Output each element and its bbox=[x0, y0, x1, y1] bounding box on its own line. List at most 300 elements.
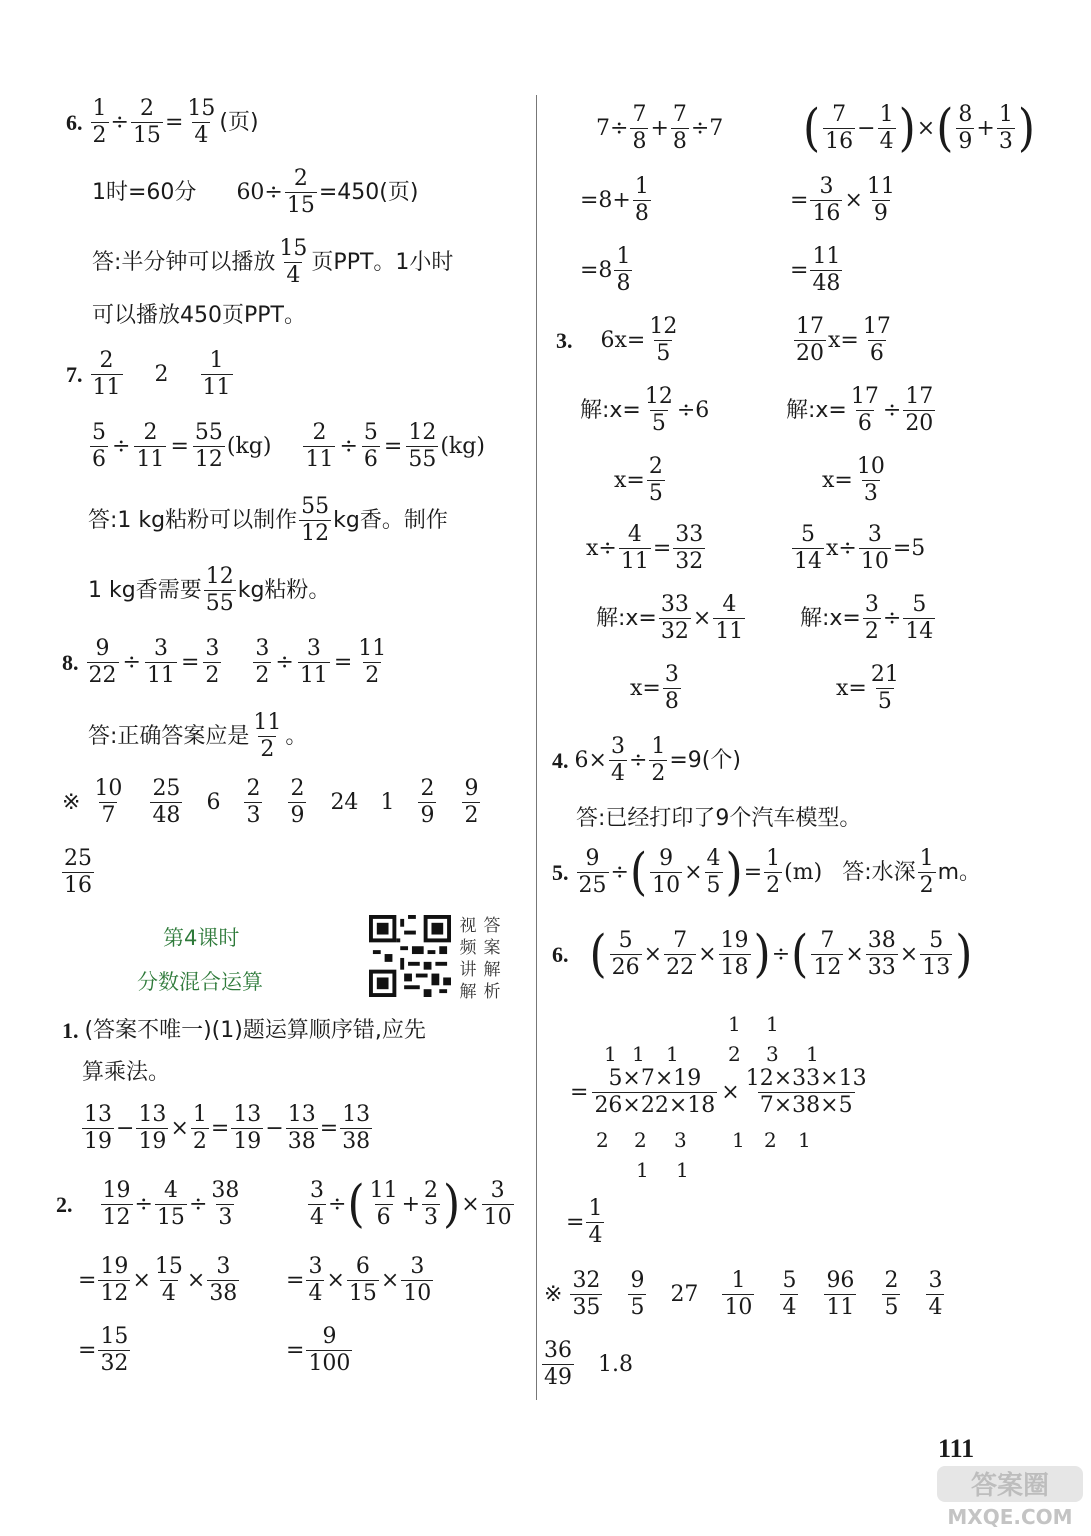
fraction-denominator: 32 bbox=[100, 1351, 129, 1376]
parenthesis: ) bbox=[725, 842, 743, 902]
fraction-numerator: 12×33×13 bbox=[745, 1066, 867, 1091]
fraction bbox=[628, 1270, 646, 1319]
fraction-denominator: 9 bbox=[958, 129, 973, 154]
fraction-numerator: 17 bbox=[862, 314, 891, 339]
fraction-denominator: 32 bbox=[675, 549, 704, 574]
text: = bbox=[210, 1115, 230, 1141]
right-q3-c3 bbox=[630, 664, 683, 713]
right-q3-a1 bbox=[556, 316, 681, 365]
fraction-numerator: 25 bbox=[152, 776, 181, 801]
fraction-numerator: 1 bbox=[192, 1102, 207, 1127]
fraction-denominator: 7 bbox=[101, 803, 116, 828]
fraction bbox=[288, 778, 306, 827]
text: 解:x= bbox=[596, 605, 657, 631]
text: 6 bbox=[206, 789, 221, 815]
fraction-denominator: 48 bbox=[812, 271, 841, 296]
fraction-numerator: 17 bbox=[850, 384, 879, 409]
fraction-denominator: 15 bbox=[286, 193, 315, 218]
fraction-denominator: 2 bbox=[464, 803, 479, 828]
fraction-numerator: 3 bbox=[153, 636, 168, 661]
fraction-denominator: 8 bbox=[664, 689, 679, 714]
fraction-denominator: 49 bbox=[544, 1365, 572, 1390]
fraction-denominator: 9 bbox=[420, 803, 435, 828]
fraction-denominator: 2 bbox=[651, 761, 666, 786]
text: = bbox=[790, 257, 809, 283]
fraction-denominator: 5 bbox=[630, 1295, 645, 1320]
question-number: 2. bbox=[56, 1191, 73, 1217]
operator: ÷ bbox=[275, 649, 294, 675]
right-q3-b3 bbox=[822, 456, 889, 505]
fraction-numerator: 13 bbox=[138, 1102, 167, 1127]
qr-code-icon[interactable] bbox=[369, 915, 451, 997]
fraction bbox=[356, 638, 388, 687]
text: 算乘法。 bbox=[82, 1060, 171, 1085]
fraction bbox=[849, 386, 881, 435]
fraction-denominator: 18 bbox=[720, 955, 749, 980]
fraction-numerator: 3 bbox=[306, 636, 321, 661]
right-q3-a2 bbox=[580, 386, 709, 435]
fraction bbox=[673, 524, 705, 573]
fraction-denominator: 12 bbox=[102, 1205, 131, 1230]
question-number: 5. bbox=[552, 859, 569, 885]
text: − bbox=[116, 1115, 135, 1141]
fraction-numerator: 7 bbox=[672, 102, 687, 127]
text: ÷ bbox=[134, 1191, 153, 1217]
fraction-numerator: 3 bbox=[490, 1178, 505, 1203]
text: ÷ bbox=[882, 397, 902, 423]
operator: ÷ bbox=[112, 433, 131, 459]
cancel-top: 1 bbox=[766, 1012, 779, 1036]
fraction bbox=[244, 778, 262, 827]
fraction-denominator: 13 bbox=[922, 955, 951, 980]
fraction bbox=[277, 238, 309, 287]
fraction bbox=[633, 176, 651, 225]
fraction bbox=[614, 246, 632, 295]
fraction bbox=[792, 524, 824, 573]
parenthesis: ( bbox=[936, 98, 954, 158]
fraction-denominator: 3 bbox=[218, 1205, 233, 1230]
fraction-numerator: 12 bbox=[649, 314, 678, 339]
fraction bbox=[150, 778, 182, 827]
fraction bbox=[482, 1180, 514, 1229]
fraction-numerator: 3 bbox=[410, 1254, 425, 1279]
fraction bbox=[98, 1326, 130, 1375]
fraction-numerator: 1 bbox=[92, 96, 107, 121]
left-s1-calc bbox=[80, 1104, 374, 1153]
fraction-denominator: 9 bbox=[873, 201, 888, 226]
cancel-mid: 1 bbox=[806, 1042, 819, 1066]
fraction-denominator: 4 bbox=[161, 1281, 176, 1306]
fraction-numerator: 3 bbox=[308, 1254, 323, 1279]
fraction-denominator: 10 bbox=[860, 549, 889, 574]
fraction bbox=[810, 176, 842, 225]
fraction-numerator: 2 bbox=[143, 420, 158, 445]
right-q3-b1 bbox=[792, 316, 895, 365]
fraction-numerator: 15 bbox=[279, 236, 308, 261]
fraction-numerator: 5 bbox=[912, 592, 927, 617]
fraction-denominator: 16 bbox=[64, 873, 92, 898]
text: = bbox=[790, 187, 809, 213]
text: ÷6 bbox=[676, 397, 710, 423]
text: x= bbox=[836, 675, 867, 701]
cancel-bot: 2 bbox=[596, 1128, 609, 1152]
fraction bbox=[303, 422, 335, 471]
cancel-bot: 2 bbox=[764, 1128, 777, 1152]
fraction-numerator: 1 bbox=[879, 102, 894, 127]
video-label-char: 解 bbox=[459, 982, 477, 1002]
text: 60÷ bbox=[236, 179, 283, 205]
fraction bbox=[997, 104, 1015, 153]
fraction-denominator: 11 bbox=[136, 447, 165, 472]
operator: = bbox=[180, 649, 200, 675]
fraction bbox=[418, 778, 436, 827]
fraction-denominator: 22 bbox=[666, 955, 695, 980]
fraction bbox=[153, 1256, 185, 1305]
fraction-denominator: 11 bbox=[826, 1295, 855, 1320]
fraction bbox=[298, 638, 330, 687]
fraction-numerator: 55 bbox=[194, 420, 223, 445]
fraction-numerator: 38 bbox=[211, 1178, 240, 1203]
page-number: 111 bbox=[938, 1434, 975, 1463]
text: × bbox=[380, 1267, 400, 1293]
right-top-l1 bbox=[596, 104, 723, 153]
left-s2-l1 bbox=[56, 1180, 243, 1229]
fraction-numerator: 7 bbox=[832, 102, 847, 127]
fraction bbox=[659, 594, 691, 643]
fraction-denominator: 6 bbox=[869, 341, 884, 366]
fraction-denominator: 6 bbox=[376, 1205, 391, 1230]
fraction-numerator: 10 bbox=[856, 454, 885, 479]
parenthesis: ) bbox=[1017, 98, 1035, 158]
text: x÷ bbox=[826, 535, 857, 561]
section-subtitle: 分数混合运算 bbox=[137, 970, 263, 994]
fraction-numerator: 1 bbox=[588, 1196, 603, 1221]
fraction-denominator: 25 bbox=[578, 873, 607, 898]
parenthesis: ( bbox=[803, 98, 821, 158]
left-q7-answer1 bbox=[88, 496, 448, 545]
text: ÷7 bbox=[690, 115, 724, 141]
text: 答:水深 bbox=[842, 859, 916, 885]
parenthesis: ( bbox=[347, 1174, 365, 1234]
svg-text:MXQE.COM: MXQE.COM bbox=[947, 1505, 1073, 1529]
text: (kg) bbox=[440, 433, 485, 459]
fraction-denominator: 11 bbox=[620, 549, 649, 574]
fraction-denominator: 2 bbox=[766, 873, 781, 898]
parenthesis: ) bbox=[443, 1174, 461, 1234]
fraction-denominator: 33 bbox=[867, 955, 896, 980]
text: x= bbox=[822, 467, 853, 493]
fraction-numerator: 3 bbox=[216, 1254, 231, 1279]
question-number: 1. bbox=[62, 1018, 79, 1043]
cancel-mid: 1 bbox=[632, 1042, 645, 1066]
fraction-denominator: 2 bbox=[864, 619, 879, 644]
left-q6-answer1 bbox=[92, 238, 453, 287]
fraction bbox=[764, 848, 782, 897]
fraction bbox=[866, 930, 898, 979]
text: + bbox=[650, 115, 669, 141]
text: 解:x= bbox=[786, 397, 847, 423]
text: 解:x= bbox=[800, 605, 861, 631]
text: ※ bbox=[544, 1281, 563, 1307]
fraction-denominator: 4 bbox=[928, 1295, 943, 1320]
fraction-denominator: 16 bbox=[812, 201, 841, 226]
watermark-logo-icon bbox=[935, 1462, 1085, 1532]
fraction-denominator: 8 bbox=[672, 129, 687, 154]
right-q5-calc bbox=[552, 842, 982, 902]
fraction bbox=[823, 104, 855, 153]
fraction-denominator: 48 bbox=[152, 803, 181, 828]
fraction-denominator: 8 bbox=[634, 201, 649, 226]
fraction bbox=[863, 594, 881, 643]
fraction bbox=[664, 930, 696, 979]
fraction-denominator: 5 bbox=[651, 411, 666, 436]
left-q7-calc bbox=[88, 422, 485, 471]
fraction bbox=[462, 778, 480, 827]
right-q3-d1 bbox=[790, 524, 925, 573]
fraction bbox=[91, 98, 109, 147]
fraction bbox=[824, 1270, 856, 1319]
fraction bbox=[878, 104, 896, 153]
fraction-denominator: 4 bbox=[308, 1281, 323, 1306]
fraction-numerator: 33 bbox=[675, 522, 704, 547]
fraction-numerator: 55 bbox=[301, 494, 330, 519]
text: + bbox=[976, 115, 995, 141]
fraction-denominator: 26 bbox=[611, 955, 640, 980]
text: x= bbox=[630, 675, 661, 701]
parenthesis: ) bbox=[753, 924, 771, 984]
text: × bbox=[692, 605, 712, 631]
right-top-l3 bbox=[580, 246, 634, 295]
fraction-denominator: 10 bbox=[652, 873, 681, 898]
fraction-denominator: 3 bbox=[998, 129, 1013, 154]
left-q6-line1 bbox=[66, 98, 259, 147]
fraction-denominator: 3 bbox=[863, 481, 878, 506]
fraction bbox=[231, 1104, 263, 1153]
fraction-numerator: 15 bbox=[187, 96, 216, 121]
fraction-denominator: 19 bbox=[233, 1129, 262, 1154]
text: =9(个) bbox=[669, 747, 741, 773]
text: 1 kg香需要 bbox=[88, 577, 202, 603]
right-q4-answer bbox=[576, 808, 861, 830]
right-q4-calc bbox=[552, 736, 741, 785]
video-label-char: 析 bbox=[483, 982, 501, 1002]
fraction-denominator: 4 bbox=[194, 123, 209, 148]
text: = bbox=[743, 859, 763, 885]
fraction-numerator: 1 bbox=[919, 846, 934, 871]
fraction-denominator: 5 bbox=[706, 873, 721, 898]
fraction bbox=[719, 930, 751, 979]
fraction-numerator: 2 bbox=[246, 776, 261, 801]
cancel-bot2: 1 bbox=[636, 1158, 649, 1182]
fraction-denominator: 12 bbox=[813, 955, 842, 980]
fraction bbox=[855, 456, 887, 505]
operator: ÷ bbox=[122, 649, 141, 675]
fraction bbox=[619, 524, 651, 573]
fraction-denominator: 55 bbox=[408, 447, 437, 472]
fraction bbox=[794, 316, 826, 365]
fraction bbox=[185, 98, 217, 147]
video-label-char: 解 bbox=[483, 960, 501, 980]
fraction bbox=[362, 422, 380, 471]
fraction-denominator: 16 bbox=[825, 129, 854, 154]
right-q3-c2 bbox=[596, 594, 747, 643]
fraction bbox=[649, 736, 667, 785]
fraction-denominator: 2 bbox=[260, 737, 275, 762]
question-number: 4. bbox=[552, 747, 569, 773]
text: 。 bbox=[285, 723, 308, 749]
fraction bbox=[650, 848, 682, 897]
fraction-denominator: 12 bbox=[301, 521, 330, 546]
video-label-char: 频 bbox=[459, 938, 477, 958]
parenthesis: ( bbox=[589, 924, 607, 984]
left-extra-last bbox=[60, 848, 96, 897]
fraction-denominator: 32 bbox=[660, 619, 689, 644]
text: m。 bbox=[937, 859, 982, 885]
text: = bbox=[319, 1115, 339, 1141]
fraction bbox=[422, 1180, 440, 1229]
fraction-numerator: 13 bbox=[233, 1102, 262, 1127]
left-s2-r1 bbox=[306, 1174, 516, 1234]
text: ※ bbox=[62, 789, 81, 815]
fraction-denominator: 4 bbox=[610, 761, 625, 786]
fraction-numerator: 2 bbox=[312, 420, 327, 445]
fraction bbox=[340, 1104, 372, 1153]
fraction-denominator: 10 bbox=[403, 1281, 432, 1306]
fraction bbox=[869, 664, 901, 713]
text: × bbox=[186, 1267, 206, 1293]
fraction bbox=[136, 1104, 168, 1153]
fraction-denominator: 4 bbox=[879, 129, 894, 154]
fraction bbox=[903, 594, 935, 643]
fraction bbox=[306, 1256, 324, 1305]
fraction bbox=[191, 1104, 209, 1153]
fraction-numerator: 3 bbox=[610, 734, 625, 759]
fraction bbox=[542, 1340, 574, 1389]
text: × bbox=[170, 1115, 189, 1141]
right-q3-d3 bbox=[836, 664, 903, 713]
video-label-char: 视 bbox=[459, 916, 477, 936]
right-q6-step: = $\frac{5\times 7\times 19}{26\times 22\times 18}$ × $\frac{12\times 33\times 13}{7\times 38\times 5}$ bbox=[570, 1066, 867, 1118]
fraction bbox=[201, 350, 233, 399]
right-extra-answers bbox=[544, 1270, 946, 1319]
fraction-denominator: 2 bbox=[205, 663, 220, 688]
fraction bbox=[705, 848, 723, 897]
fraction bbox=[722, 1270, 754, 1319]
fraction-numerator: 4 bbox=[706, 846, 721, 871]
fraction bbox=[643, 386, 675, 435]
fraction bbox=[299, 496, 331, 545]
text: × bbox=[643, 941, 663, 967]
fraction bbox=[155, 1180, 187, 1229]
left-extra-answers bbox=[62, 778, 482, 827]
fraction-denominator: 4 bbox=[588, 1223, 603, 1248]
fraction bbox=[92, 778, 124, 827]
text: 答:半分钟可以播放 bbox=[92, 249, 276, 275]
fraction-numerator: 1 bbox=[209, 348, 224, 373]
fraction-denominator: 19 bbox=[138, 1129, 167, 1154]
fraction bbox=[671, 104, 689, 153]
operator: = bbox=[333, 649, 353, 675]
fraction-numerator: 21 bbox=[870, 662, 899, 687]
fraction-denominator: 11 bbox=[305, 447, 334, 472]
text: × bbox=[844, 187, 863, 213]
fraction-numerator: 10 bbox=[94, 776, 123, 801]
fraction-numerator: 9 bbox=[95, 636, 110, 661]
fraction-numerator: 13 bbox=[287, 1102, 316, 1127]
fraction-numerator: 4 bbox=[627, 522, 642, 547]
fraction bbox=[810, 246, 842, 295]
fraction-denominator: 15 bbox=[156, 1205, 185, 1230]
fraction-denominator: 10 bbox=[483, 1205, 512, 1230]
right-q3-b2 bbox=[786, 386, 937, 435]
text: (页) bbox=[219, 109, 259, 135]
right-q3-c1 bbox=[586, 524, 707, 573]
fraction bbox=[368, 1180, 400, 1229]
fraction-numerator: 25 bbox=[64, 846, 92, 871]
fraction-numerator: 2 bbox=[293, 166, 308, 191]
parenthesis: ( bbox=[791, 924, 809, 984]
fraction-denominator: 5 bbox=[877, 689, 892, 714]
fraction bbox=[647, 316, 679, 365]
text: = bbox=[78, 1337, 97, 1363]
fraction bbox=[647, 456, 665, 505]
fraction-numerator: 2 bbox=[420, 776, 435, 801]
fraction-denominator: 22 bbox=[88, 663, 117, 688]
fraction-denominator: 14 bbox=[794, 549, 822, 574]
fraction-numerator: 11 bbox=[866, 174, 895, 199]
fraction bbox=[713, 594, 745, 643]
right-q6-calc bbox=[552, 924, 973, 984]
fraction-numerator: 2 bbox=[424, 1178, 439, 1203]
fraction bbox=[577, 848, 609, 897]
text: 7÷ bbox=[596, 115, 629, 141]
fraction-numerator: 9 bbox=[630, 1268, 645, 1293]
fraction-numerator: 17 bbox=[796, 314, 824, 339]
text: ÷ bbox=[882, 605, 902, 631]
fraction bbox=[610, 930, 642, 979]
svg-text:答案圈: 答案圈 bbox=[970, 1471, 1050, 1501]
fraction-numerator: 2 bbox=[139, 96, 154, 121]
fraction-numerator: 9 bbox=[659, 846, 674, 871]
parenthesis: ( bbox=[629, 842, 648, 902]
fraction-denominator: 38 bbox=[342, 1129, 371, 1154]
fraction-denominator: 3 bbox=[246, 803, 261, 828]
fraction bbox=[859, 524, 891, 573]
left-s1-text2 bbox=[82, 1062, 170, 1084]
fraction-numerator: 1 bbox=[766, 846, 781, 871]
text: x÷ bbox=[586, 535, 617, 561]
fraction-numerator: 9 bbox=[464, 776, 479, 801]
fraction-denominator: 4 bbox=[286, 263, 301, 288]
fraction-denominator: 11 bbox=[299, 663, 328, 688]
fraction-numerator: 19 bbox=[102, 1178, 131, 1203]
fraction-numerator: 3 bbox=[928, 1268, 943, 1293]
fraction-numerator: 5 bbox=[363, 420, 378, 445]
fraction-denominator: 5 bbox=[884, 1295, 899, 1320]
cancel-mid: 1 bbox=[604, 1042, 617, 1066]
right-top-l2 bbox=[580, 176, 653, 225]
text: × bbox=[899, 941, 919, 967]
fraction bbox=[630, 104, 648, 153]
fraction-numerator: 1 bbox=[731, 1268, 746, 1293]
fraction-denominator: 10 bbox=[724, 1295, 753, 1320]
text: = bbox=[566, 1209, 585, 1235]
text: 答:正确答案应是 bbox=[88, 723, 250, 749]
fraction-denominator: 14 bbox=[905, 619, 934, 644]
fraction-numerator: 7 bbox=[820, 928, 835, 953]
fraction-numerator: 7 bbox=[632, 102, 647, 127]
video-explain-label bbox=[456, 915, 506, 1005]
